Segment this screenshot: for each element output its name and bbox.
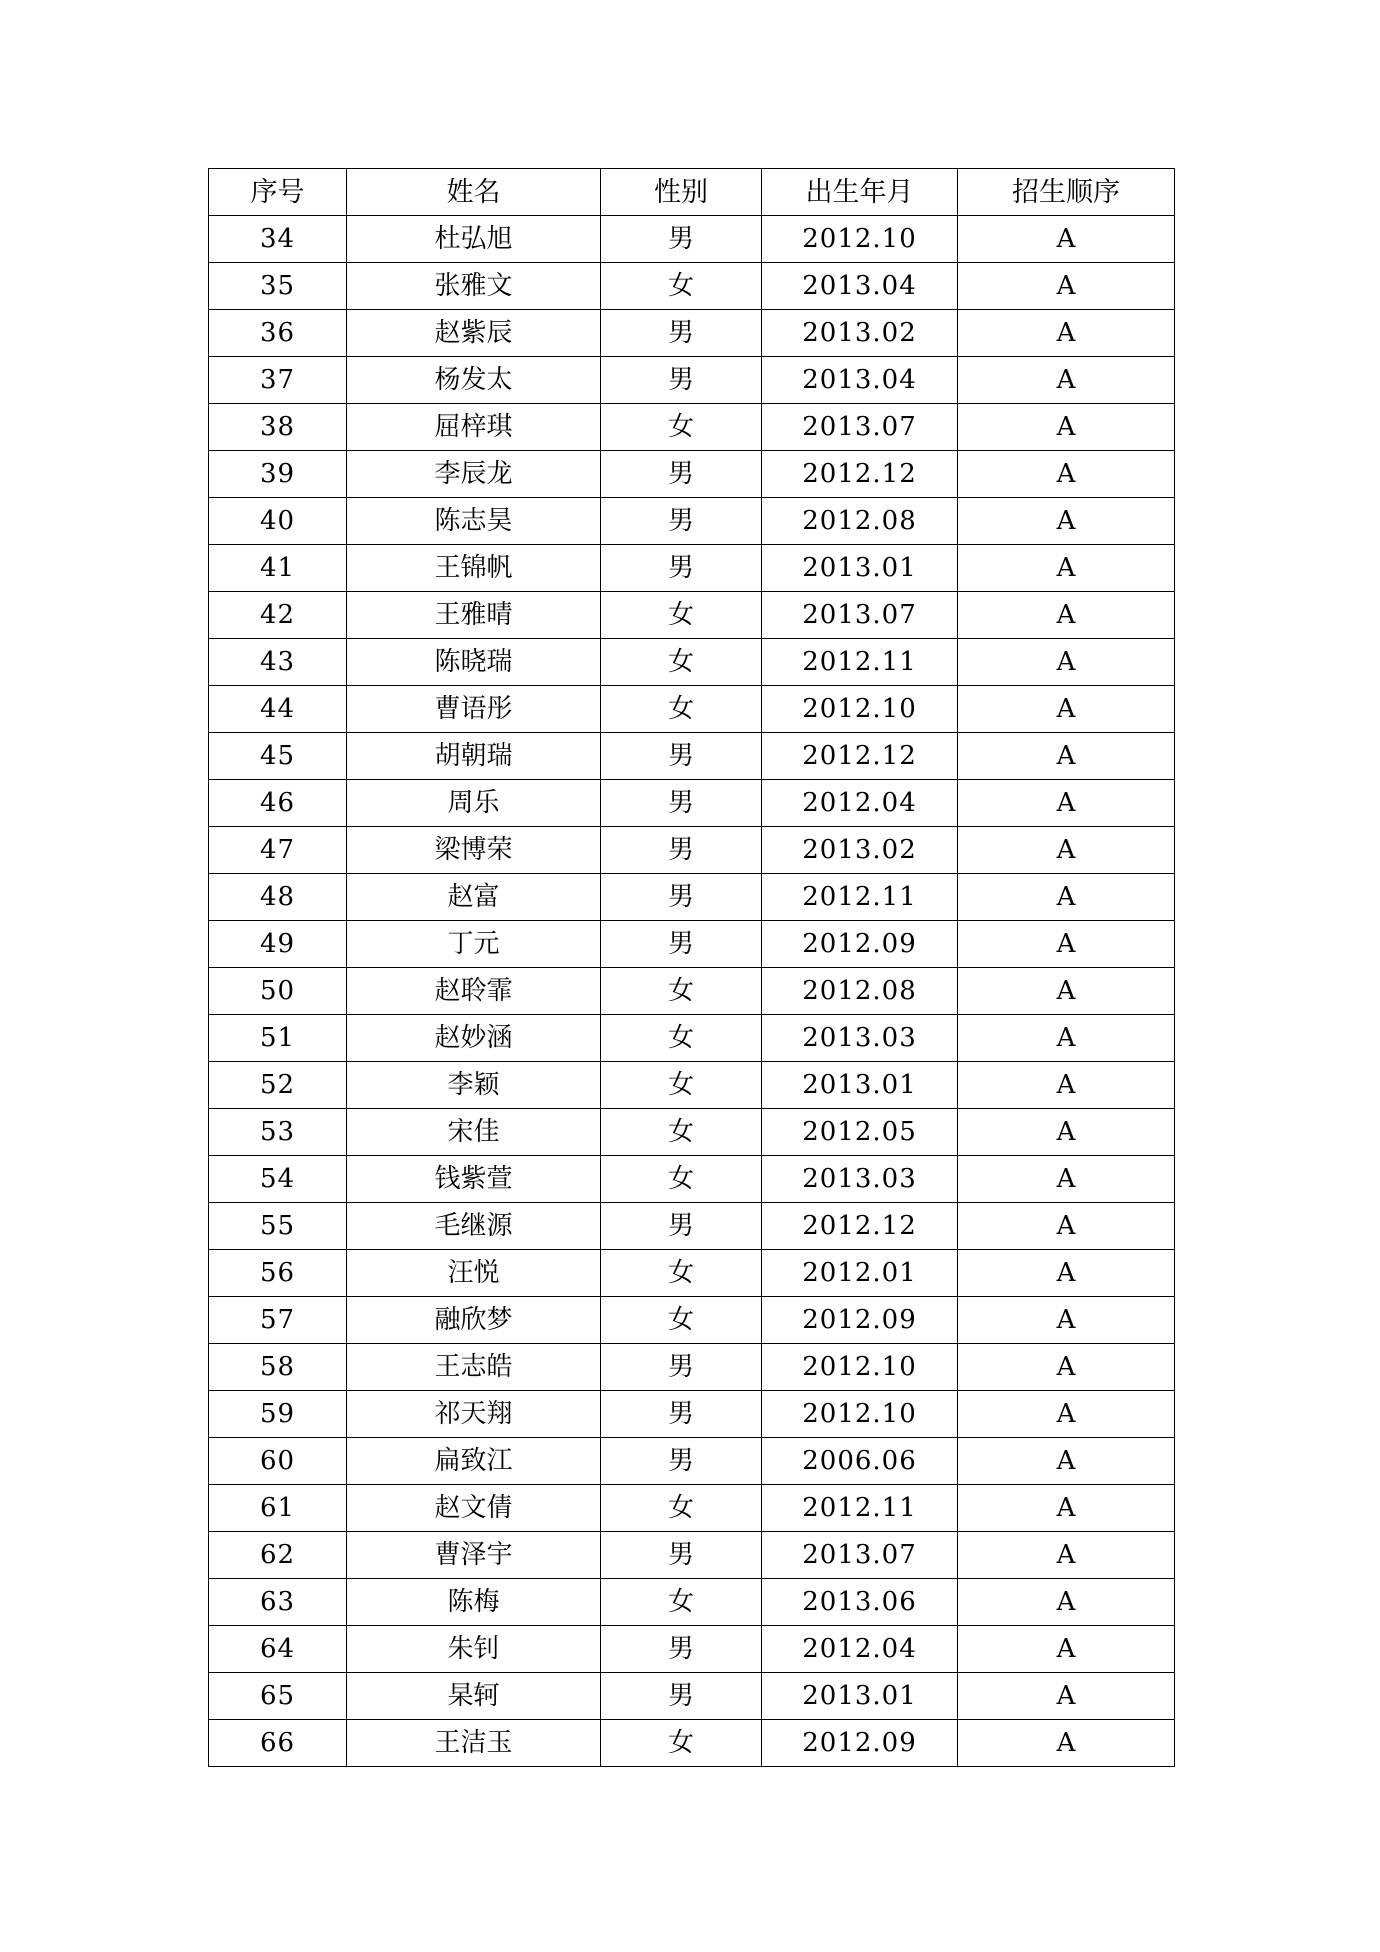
cell-admission-order: A <box>958 357 1175 404</box>
cell-birth-date: 2012.08 <box>762 498 958 545</box>
table-row <box>209 1062 1175 1109</box>
cell-name: 李辰龙 <box>347 451 601 498</box>
cell-admission-order: A <box>958 451 1175 498</box>
table-row <box>209 1485 1175 1532</box>
table-row <box>209 874 1175 921</box>
cell-admission-order: A <box>958 1250 1175 1297</box>
cell-serial-number: 57 <box>209 1297 347 1344</box>
cell-birth-date: 2013.01 <box>762 1673 958 1720</box>
cell-gender: 男 <box>601 1532 762 1579</box>
table-row <box>209 1109 1175 1156</box>
cell-name: 祁天翔 <box>347 1391 601 1438</box>
header-admission-order: 招生顺序 <box>958 169 1175 216</box>
cell-birth-date: 2013.04 <box>762 263 958 310</box>
cell-name: 王锦帆 <box>347 545 601 592</box>
cell-birth-date: 2012.12 <box>762 733 958 780</box>
cell-name: 钱紫萱 <box>347 1156 601 1203</box>
cell-name: 朱钊 <box>347 1626 601 1673</box>
cell-birth-date: 2012.10 <box>762 686 958 733</box>
cell-admission-order: A <box>958 1673 1175 1720</box>
cell-name: 周乐 <box>347 780 601 827</box>
cell-name: 王雅晴 <box>347 592 601 639</box>
cell-gender: 女 <box>601 1109 762 1156</box>
cell-admission-order: A <box>958 1109 1175 1156</box>
cell-name: 曹泽宇 <box>347 1532 601 1579</box>
cell-serial-number: 36 <box>209 310 347 357</box>
cell-admission-order: A <box>958 827 1175 874</box>
cell-name: 胡朝瑞 <box>347 733 601 780</box>
cell-admission-order: A <box>958 592 1175 639</box>
header-gender: 性别 <box>601 169 762 216</box>
cell-gender: 女 <box>601 639 762 686</box>
cell-birth-date: 2012.04 <box>762 1626 958 1673</box>
table-row <box>209 827 1175 874</box>
header-serial-number: 序号 <box>209 169 347 216</box>
table-row <box>209 1344 1175 1391</box>
table-row <box>209 733 1175 780</box>
table-row <box>209 1015 1175 1062</box>
cell-serial-number: 55 <box>209 1203 347 1250</box>
cell-name: 张雅文 <box>347 263 601 310</box>
cell-serial-number: 54 <box>209 1156 347 1203</box>
cell-gender: 男 <box>601 1391 762 1438</box>
cell-gender: 男 <box>601 1344 762 1391</box>
cell-admission-order: A <box>958 780 1175 827</box>
table-row <box>209 451 1175 498</box>
cell-admission-order: A <box>958 1579 1175 1626</box>
cell-serial-number: 39 <box>209 451 347 498</box>
cell-admission-order: A <box>958 1626 1175 1673</box>
cell-birth-date: 2013.02 <box>762 827 958 874</box>
table-header-row <box>209 169 1175 216</box>
cell-serial-number: 37 <box>209 357 347 404</box>
cell-gender: 男 <box>601 498 762 545</box>
cell-name: 王志皓 <box>347 1344 601 1391</box>
cell-name: 陈梅 <box>347 1579 601 1626</box>
cell-birth-date: 2012.12 <box>762 1203 958 1250</box>
cell-name: 赵聆霏 <box>347 968 601 1015</box>
cell-birth-date: 2013.07 <box>762 1532 958 1579</box>
cell-birth-date: 2006.06 <box>762 1438 958 1485</box>
cell-name: 杲轲 <box>347 1673 601 1720</box>
cell-gender: 男 <box>601 1626 762 1673</box>
table-row <box>209 1673 1175 1720</box>
cell-name: 杜弘旭 <box>347 216 601 263</box>
table-row <box>209 780 1175 827</box>
cell-admission-order: A <box>958 404 1175 451</box>
cell-gender: 女 <box>601 592 762 639</box>
cell-admission-order: A <box>958 263 1175 310</box>
cell-serial-number: 53 <box>209 1109 347 1156</box>
cell-gender: 女 <box>601 968 762 1015</box>
cell-name: 赵紫辰 <box>347 310 601 357</box>
cell-gender: 男 <box>601 216 762 263</box>
cell-gender: 女 <box>601 686 762 733</box>
table-row <box>209 1438 1175 1485</box>
cell-name: 王洁玉 <box>347 1720 601 1767</box>
cell-admission-order: A <box>958 1203 1175 1250</box>
cell-birth-date: 2012.09 <box>762 1720 958 1767</box>
cell-name: 曹语彤 <box>347 686 601 733</box>
cell-admission-order: A <box>958 545 1175 592</box>
cell-name: 陈志昊 <box>347 498 601 545</box>
table-row <box>209 1391 1175 1438</box>
cell-admission-order: A <box>958 1015 1175 1062</box>
student-roster-table <box>208 168 1175 1767</box>
cell-birth-date: 2012.11 <box>762 639 958 686</box>
cell-serial-number: 45 <box>209 733 347 780</box>
cell-gender: 女 <box>601 1250 762 1297</box>
header-name: 姓名 <box>347 169 601 216</box>
table-row <box>209 686 1175 733</box>
cell-gender: 男 <box>601 1203 762 1250</box>
cell-name: 赵妙涵 <box>347 1015 601 1062</box>
cell-name: 屈梓琪 <box>347 404 601 451</box>
table-row <box>209 1626 1175 1673</box>
cell-name: 毛继源 <box>347 1203 601 1250</box>
cell-serial-number: 40 <box>209 498 347 545</box>
header-birth-date: 出生年月 <box>762 169 958 216</box>
cell-name: 赵富 <box>347 874 601 921</box>
table-row <box>209 498 1175 545</box>
cell-gender: 女 <box>601 1062 762 1109</box>
table-row <box>209 216 1175 263</box>
cell-gender: 男 <box>601 310 762 357</box>
cell-birth-date: 2013.07 <box>762 592 958 639</box>
cell-admission-order: A <box>958 874 1175 921</box>
cell-birth-date: 2012.10 <box>762 1391 958 1438</box>
cell-serial-number: 41 <box>209 545 347 592</box>
cell-admission-order: A <box>958 733 1175 780</box>
table-row <box>209 357 1175 404</box>
cell-serial-number: 64 <box>209 1626 347 1673</box>
cell-gender: 男 <box>601 545 762 592</box>
cell-gender: 女 <box>601 1156 762 1203</box>
cell-serial-number: 51 <box>209 1015 347 1062</box>
cell-name: 陈晓瑞 <box>347 639 601 686</box>
cell-gender: 男 <box>601 827 762 874</box>
cell-serial-number: 42 <box>209 592 347 639</box>
cell-birth-date: 2012.09 <box>762 921 958 968</box>
cell-serial-number: 48 <box>209 874 347 921</box>
cell-gender: 女 <box>601 1485 762 1532</box>
cell-serial-number: 58 <box>209 1344 347 1391</box>
table-row <box>209 921 1175 968</box>
cell-name: 梁博荣 <box>347 827 601 874</box>
cell-birth-date: 2013.04 <box>762 357 958 404</box>
cell-birth-date: 2013.01 <box>762 545 958 592</box>
cell-admission-order: A <box>958 921 1175 968</box>
table-row <box>209 1203 1175 1250</box>
cell-gender: 女 <box>601 1297 762 1344</box>
cell-admission-order: A <box>958 1156 1175 1203</box>
cell-name: 扁致江 <box>347 1438 601 1485</box>
cell-gender: 男 <box>601 357 762 404</box>
cell-serial-number: 49 <box>209 921 347 968</box>
cell-name: 李颖 <box>347 1062 601 1109</box>
cell-serial-number: 63 <box>209 1579 347 1626</box>
cell-gender: 男 <box>601 733 762 780</box>
cell-birth-date: 2013.01 <box>762 1062 958 1109</box>
cell-birth-date: 2013.07 <box>762 404 958 451</box>
cell-admission-order: A <box>958 1062 1175 1109</box>
cell-birth-date: 2013.03 <box>762 1015 958 1062</box>
cell-gender: 女 <box>601 404 762 451</box>
cell-birth-date: 2013.02 <box>762 310 958 357</box>
cell-serial-number: 38 <box>209 404 347 451</box>
table-row <box>209 1720 1175 1767</box>
cell-birth-date: 2012.05 <box>762 1109 958 1156</box>
table-body <box>209 216 1175 1767</box>
cell-serial-number: 50 <box>209 968 347 1015</box>
cell-serial-number: 66 <box>209 1720 347 1767</box>
cell-birth-date: 2013.06 <box>762 1579 958 1626</box>
cell-serial-number: 47 <box>209 827 347 874</box>
cell-admission-order: A <box>958 216 1175 263</box>
table-row <box>209 1250 1175 1297</box>
cell-admission-order: A <box>958 639 1175 686</box>
cell-birth-date: 2012.04 <box>762 780 958 827</box>
cell-serial-number: 46 <box>209 780 347 827</box>
cell-birth-date: 2012.12 <box>762 451 958 498</box>
cell-admission-order: A <box>958 1344 1175 1391</box>
cell-serial-number: 52 <box>209 1062 347 1109</box>
table-row <box>209 1532 1175 1579</box>
cell-birth-date: 2012.08 <box>762 968 958 1015</box>
cell-serial-number: 60 <box>209 1438 347 1485</box>
cell-admission-order: A <box>958 498 1175 545</box>
cell-admission-order: A <box>958 1391 1175 1438</box>
table-row <box>209 545 1175 592</box>
cell-serial-number: 65 <box>209 1673 347 1720</box>
cell-name: 宋佳 <box>347 1109 601 1156</box>
cell-gender: 男 <box>601 874 762 921</box>
table-row <box>209 1297 1175 1344</box>
table-row <box>209 639 1175 686</box>
cell-name: 杨发太 <box>347 357 601 404</box>
cell-birth-date: 2012.10 <box>762 216 958 263</box>
cell-birth-date: 2012.10 <box>762 1344 958 1391</box>
table-row <box>209 310 1175 357</box>
table-row <box>209 263 1175 310</box>
cell-birth-date: 2012.11 <box>762 1485 958 1532</box>
cell-admission-order: A <box>958 1720 1175 1767</box>
cell-admission-order: A <box>958 1297 1175 1344</box>
cell-admission-order: A <box>958 1438 1175 1485</box>
cell-serial-number: 56 <box>209 1250 347 1297</box>
cell-gender: 男 <box>601 1673 762 1720</box>
cell-serial-number: 43 <box>209 639 347 686</box>
table-row <box>209 592 1175 639</box>
cell-serial-number: 34 <box>209 216 347 263</box>
cell-gender: 男 <box>601 1438 762 1485</box>
cell-gender: 女 <box>601 1579 762 1626</box>
cell-admission-order: A <box>958 1532 1175 1579</box>
cell-serial-number: 59 <box>209 1391 347 1438</box>
cell-admission-order: A <box>958 310 1175 357</box>
cell-serial-number: 62 <box>209 1532 347 1579</box>
cell-name: 汪悦 <box>347 1250 601 1297</box>
cell-serial-number: 44 <box>209 686 347 733</box>
cell-gender: 男 <box>601 921 762 968</box>
cell-gender: 女 <box>601 1015 762 1062</box>
cell-serial-number: 61 <box>209 1485 347 1532</box>
cell-gender: 男 <box>601 451 762 498</box>
cell-name: 丁元 <box>347 921 601 968</box>
cell-birth-date: 2013.03 <box>762 1156 958 1203</box>
cell-admission-order: A <box>958 968 1175 1015</box>
cell-name: 赵文倩 <box>347 1485 601 1532</box>
table-row <box>209 1579 1175 1626</box>
table-row <box>209 404 1175 451</box>
cell-birth-date: 2012.01 <box>762 1250 958 1297</box>
cell-admission-order: A <box>958 1485 1175 1532</box>
cell-birth-date: 2012.11 <box>762 874 958 921</box>
cell-gender: 男 <box>601 780 762 827</box>
table-row <box>209 968 1175 1015</box>
cell-birth-date: 2012.09 <box>762 1297 958 1344</box>
cell-serial-number: 35 <box>209 263 347 310</box>
cell-gender: 女 <box>601 263 762 310</box>
cell-admission-order: A <box>958 686 1175 733</box>
cell-name: 融欣梦 <box>347 1297 601 1344</box>
cell-gender: 女 <box>601 1720 762 1767</box>
table-row <box>209 1156 1175 1203</box>
